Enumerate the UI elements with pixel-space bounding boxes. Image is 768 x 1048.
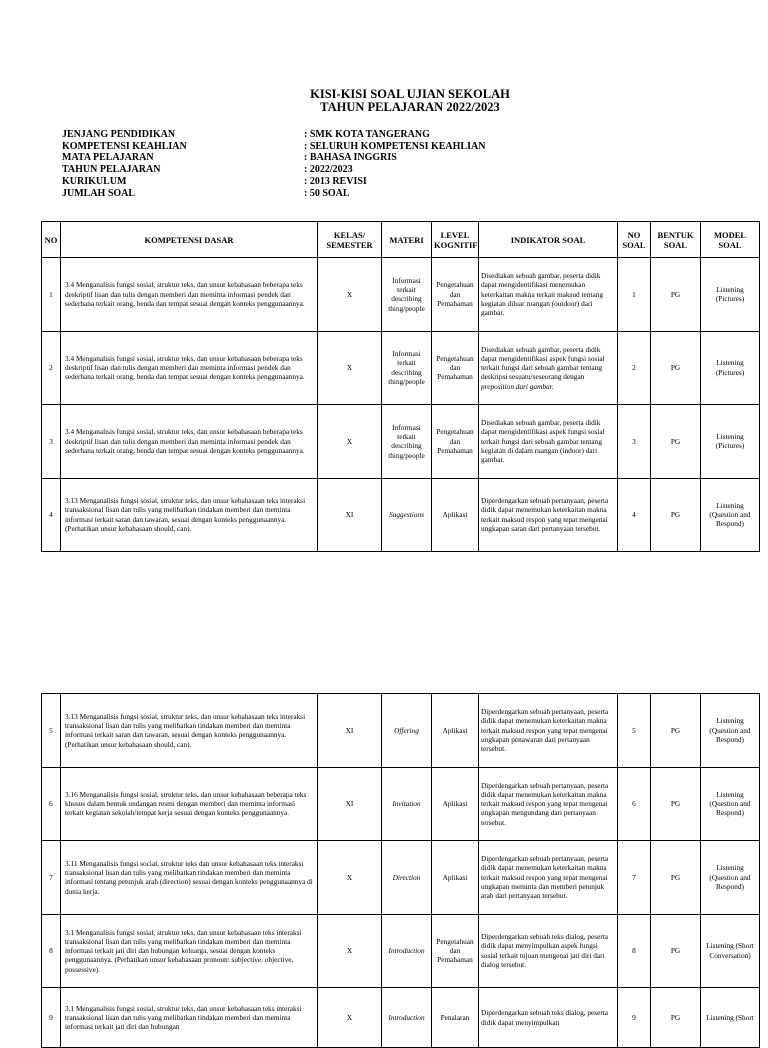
cell-no-soal: 2 [618,331,651,405]
cell-level: Aplikasi [432,767,479,841]
cell-model: Listening (Short [701,988,760,1048]
cell-kelas: XI [318,478,382,552]
cell-indikator [479,331,618,405]
kisi-kisi-table-continued [41,693,760,1048]
cell-kompetensi-dasar: 3.1 Menganalisis fungsi sosial, struktur teks, dan unsur kebahasaan teks interaksi transaksional lisan dan tulis yang melibatkan tindakan memberi dan meminta informasi terkait jati diri dan hubungan keluarga, sesuai dengan konteks penggunaannya. (Perhatikan unsur kebahasaan pronoun: subjective, objective, possessive). [61,914,318,988]
table-row [42,478,760,552]
cell-model: Listening (Pictures) [701,331,760,405]
cell-kelas: X [318,841,382,915]
cell-materi: Introduction [382,988,432,1048]
cell-kompetensi-dasar: 3.4 Menganalisis fungsi sosial, struktur teks, dan unsur kebahasaan beberapa teks deskriptif lisan dan tulis dengan memberi dan meminta informasi pendek dan sederhana terkait orang, benda dan tempat sesuai dengan konteks penggunaannya. [61,405,318,479]
cell-indikator: Diperdengarkan sebuah teks dialog, peserta didik dapat menyimpulkan aspek fungsi sosial terkait tujuan mengenai jati diri dari dialog tersebut. [479,914,618,988]
cell-kompetensi-dasar: 3.4 Menganalisis fungsi sosial, struktur teks, dan unsur kebahasaan beberapa teks deskriptif lisan dan tulis dengan memberi dan meminta informasi pendek dan sederhana terkait orang, benda dan tempat sesuai dengan konteks penggunaannya. [61,258,318,332]
cell-indikator: Diperdengarkan sebuah pertanyaan, peserta didik dapat menemukan keterkaitan makna terkait maksud respon yang tepat mengenai ungkapan mengundang dari pertanyaan tersebut. [479,767,618,841]
cell-kompetensi-dasar: 3.4 Menganalisis fungsi sosial, struktur teks, dan unsur kebahasaan beberapa teks deskriptif lisan dan tulis dengan memberi dan meminta informasi pendek dan sederhana terkait orang, benda dan tempat sesuai dengan konteks penggunaannya. [61,331,318,405]
cell-kompetensi-dasar: 3.11 Menganalisis fungsi social, struktur teks dan unsur kebahasaan teks interaksi transaksional lisan dan tulis yang melibatkan tindakan memberi dan meminta informasi tentang petunjuk arah (direction) sesuai dengan konteks penggunaannya di dunia kerja. [61,841,318,915]
cell-model: Listening (Question and Respond) [701,767,760,841]
table-header-row [42,222,760,258]
cell-model: Listening (Question and Respond) [701,478,760,552]
cell-no: 9 [42,988,61,1048]
cell-kompetensi-dasar: 3.16 Menganalisis fungsi sosial, struktur teks, dan unsur kebahasaan beberapa teks khusus dalam bentuk undangan resmi dengan memberi dan meminta informasi terkait kegiatan sekolah/tempat kerja sesuai dengan konteks penggunaannya. [61,767,318,841]
cell-kelas: XI [318,694,382,768]
cell-no: 2 [42,331,61,405]
header-level: LEVEL KOGNITIF [432,222,479,258]
meta-value: : BAHASA INGGRIS [304,152,397,164]
cell-model: Listening (Pictures) [701,405,760,479]
cell-model: Listening (Short Conversation) [701,914,760,988]
cell-kompetensi-dasar: 3.13 Menganalisis fungsi sosial, struktur teks, dan unsur kebahasaan teks interaksi transaksional lisan dan tulis yang melibatkan tindakan memberi dan meminta informasi terkait saran dan tawaran, sesuai dengan konteks penggunaannya. (Perhatikan unsur kebahasaan should, can). [61,478,318,552]
cell-kompetensi-dasar: 3.13 Menganalisis fungsi sosial, struktur teks, dan unsur kebahasaan teks interaksi transaksional lisan dan tulis yang melibatkan tindakan memberi dan meminta informasi terkait saran dan tawaran, sesuai dengan konteks penggunaannya. (Perhatikan unsur kebahasaan should, can). [61,694,318,768]
cell-level: Aplikasi [432,478,479,552]
header-indikator: INDIKATOR SOAL [479,222,618,258]
cell-materi: Informasi terkait describing thing/people [382,331,432,405]
cell-indikator: Disediakan sebuah gambar, peserta didik dapat mengidentifikasi menemukan keterkaitan makna terkait maksud tentang kegiatan diluar ruangan (outdoor) dari gambar. [479,258,618,332]
cell-indikator: Diperdengarkan sebuah pertanyaan, peserta didik dapat menemukan keterkaitan makna terkait maksud respon yang tepat mengenai ungkapan meminta dan memberi petunjuk arah dari pertanyaan tersebut. [479,841,618,915]
cell-materi: Informasi terkait describing thing/people [382,258,432,332]
table-row [42,331,760,405]
cell-level: Aplikasi [432,694,479,768]
cell-level: Aplikasi [432,841,479,915]
table-row [42,914,760,988]
cell-no-soal: 5 [618,694,651,768]
cell-bentuk: PG [651,478,701,552]
cell-level: Pengetahuan dan Pemahaman [432,331,479,405]
cell-bentuk: PG [651,988,701,1048]
cell-no: 6 [42,767,61,841]
cell-level: Pengetahuan dan Pemahaman [432,914,479,988]
meta-label: TAHUN PELAJARAN [62,164,161,176]
document-meta [62,129,485,199]
table-row [42,258,760,332]
cell-materi: Informasi terkait describing thing/people [382,405,432,479]
cell-kelas: XI [318,767,382,841]
meta-row [62,129,485,141]
cell-no: 7 [42,841,61,915]
cell-indikator: Diperdengarkan sebuah pertanyaan, peserta didik dapat menemukan keterkaitan makna terkait maksud respon yang tepat mengenai ungkapan penawaran dari pertanyaan tersebut. [479,694,618,768]
cell-materi: Introduction [382,914,432,988]
title-line-1: KISI-KISI SOAL UJIAN SEKOLAH [310,87,510,101]
meta-value: : 50 SOAL [304,187,350,199]
cell-no-soal: 3 [618,405,651,479]
cell-materi: Suggestions [382,478,432,552]
header-kompetensi-dasar: KOMPETENSI DASAR [61,222,318,258]
cell-indikator: Diperdengarkan sebuah pertanyaan, peserta didik dapat menemukan keterkaitan makna terkait maksud respon yang tepat mengenai ungkapan saran dari pertanyaan tersebut. [479,478,618,552]
cell-level: Pengetahuan dan Pemahaman [432,405,479,479]
table-row [42,767,760,841]
meta-row [62,164,485,176]
cell-no-soal: 9 [618,988,651,1048]
cell-model: Listening (Pictures) [701,258,760,332]
cell-no-soal: 1 [618,258,651,332]
indikator-italic-text: preposition dari gambar. [481,381,554,391]
cell-no-soal: 4 [618,478,651,552]
cell-bentuk: PG [651,405,701,479]
cell-no: 3 [42,405,61,479]
meta-value: : 2022/2023 [304,164,353,176]
table-row [42,405,760,479]
header-no-soal: NO SOAL [618,222,651,258]
cell-level: Pengetahuan dan Pemahaman [432,258,479,332]
cell-kelas: X [318,258,382,332]
meta-label: KURIKULUM [62,175,127,187]
meta-row [62,141,485,153]
document-title [0,88,768,114]
cell-bentuk: PG [651,767,701,841]
kisi-kisi-table [41,221,760,552]
header-no: NO [42,222,61,258]
cell-bentuk: PG [651,258,701,332]
cell-level: Penalaran [432,988,479,1048]
cell-no: 4 [42,478,61,552]
cell-no: 1 [42,258,61,332]
meta-label: JENJANG PENDIDIKAN [62,129,176,140]
cell-indikator: Disediakan sebuah gambar, peserta didik dapat mengidentifikasi aspek fungsi sosial terkait fungsi dari sebuah gambar tentang kegiatan di dalam ruangan (indoor) dari gambar. [479,405,618,479]
cell-kelas: X [318,331,382,405]
meta-value: : 2013 REVISI [304,175,367,187]
meta-row [62,152,485,164]
cell-indikator: Diperdengarkan sebuah teks dialog, peserta didik dapat menyimpulkan [479,988,618,1048]
cell-no: 8 [42,914,61,988]
header-bentuk: BENTUK SOAL [651,222,701,258]
meta-label: JUMLAH SOAL [62,187,136,199]
cell-bentuk: PG [651,914,701,988]
table-row [42,988,760,1048]
header-kelas: KELAS/ SEMESTER [318,222,382,258]
cell-no-soal: 8 [618,914,651,988]
cell-model: Listening (Question and Respond) [701,841,760,915]
cell-kelas: X [318,988,382,1048]
title-line-2: TAHUN PELAJARAN 2022/2023 [320,100,500,114]
cell-materi: Offering [382,694,432,768]
cell-bentuk: PG [651,331,701,405]
meta-value: : SMK KOTA TANGERANG [304,129,430,140]
cell-materi: Direction [382,841,432,915]
meta-label: MATA PELAJARAN [62,152,154,164]
header-materi: MATERI [382,222,432,258]
header-model: MODEL SOAL [701,222,760,258]
cell-bentuk: PG [651,694,701,768]
meta-label: KOMPETENSI KEAHLIAN [62,140,187,152]
meta-value: : SELURUH KOMPETENSI KEAHLIAN [304,140,486,152]
cell-no-soal: 7 [618,841,651,915]
meta-row [62,176,485,188]
cell-no-soal: 6 [618,767,651,841]
table-row [42,841,760,915]
cell-kelas: X [318,405,382,479]
cell-kelas: X [318,914,382,988]
table-row [42,694,760,768]
cell-bentuk: PG [651,841,701,915]
meta-row [62,188,485,200]
cell-materi: Invitation [382,767,432,841]
cell-kompetensi-dasar: 3.1 Menganalisis fungsi sosial, struktur teks, dan unsur kebahasaan teks interaksi transaksional lisan dan tulis yang melibatkan tindakan memberi dan meminta informasi terkait jati diri dan hubungan [61,988,318,1048]
cell-no: 5 [42,694,61,768]
indikator-text: Disediakan sebuah gambar, peserta didik dapat mengidentifikasi aspek fungsi sosial terkait fungsi dari sebuah gambar tentang deskripsi sesuatu/seseorang dengan [481,344,605,382]
cell-model: Listening (Question and Respond) [701,694,760,768]
